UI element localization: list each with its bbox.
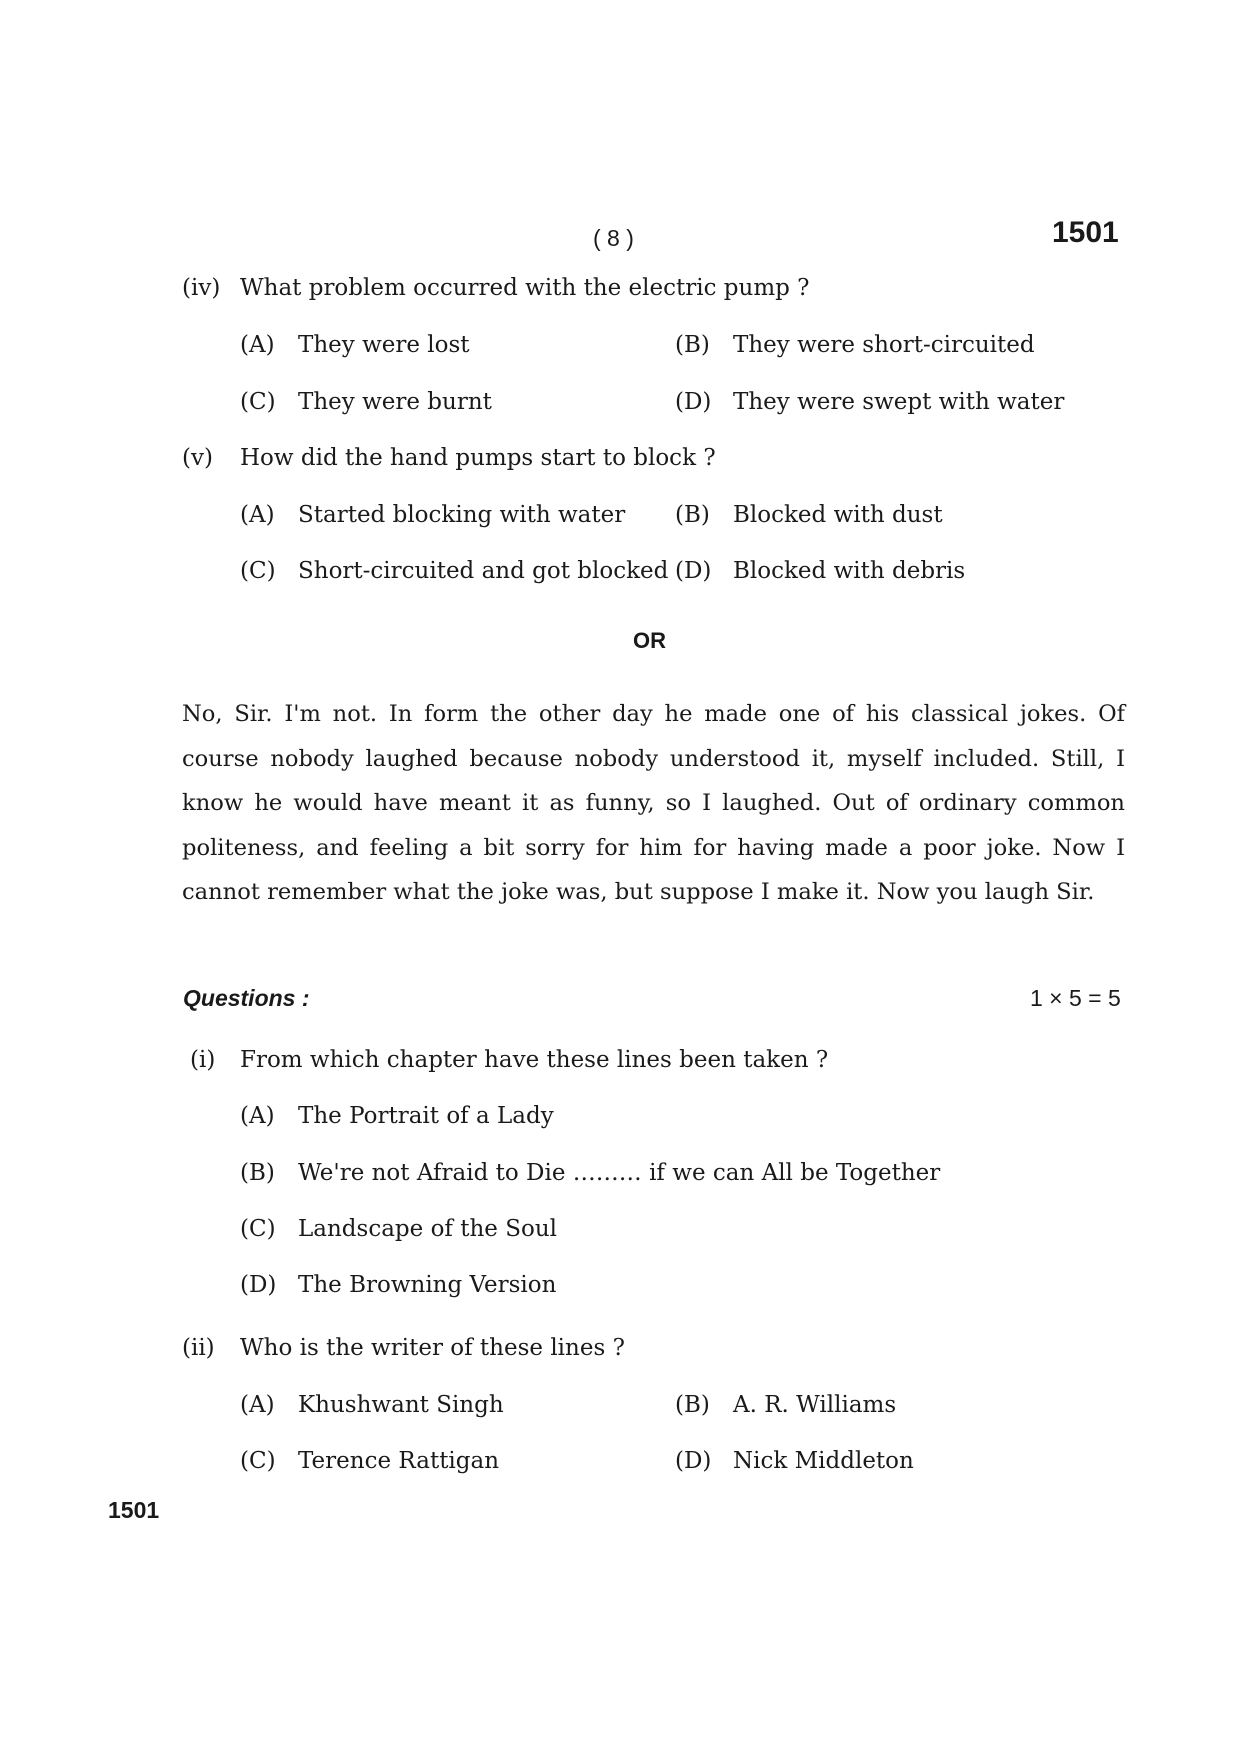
- question-number: (ii): [182, 1335, 215, 1361]
- option-text: The Browning Version: [298, 1272, 557, 1298]
- question-text: Who is the writer of these lines ?: [240, 1335, 625, 1361]
- option-text: The Portrait of a Lady: [298, 1103, 554, 1129]
- option-letter: (B): [675, 502, 710, 528]
- option-text: We're not Afraid to Die ……… if we can All be Together: [298, 1160, 941, 1186]
- or-divider-label: OR: [633, 628, 666, 653]
- option-letter: (C): [240, 1216, 276, 1242]
- option-text: Nick Middleton: [733, 1448, 914, 1474]
- passage-text: No, Sir. I'm not. In form the other day he made one of his classical jokes. Of course nobody laughed because nobody understood it, myself included. Still, I know he would have meant it as funny, so I laughed. Out of ordinary common politeness, and feeling a bit sorry for him for having made a poor joke. Now I cannot remember what the joke was, but suppose I make it. Now you laugh Sir.: [182, 701, 1125, 906]
- option-text: Landscape of the Soul: [298, 1216, 557, 1242]
- option-text: Terence Rattigan: [298, 1448, 500, 1474]
- option-letter: (D): [240, 1272, 277, 1298]
- option-text: Khushwant Singh: [298, 1392, 504, 1418]
- option-letter: (A): [240, 502, 275, 528]
- questions-heading: Questions :: [183, 985, 310, 1011]
- option-text: Blocked with debris: [733, 558, 966, 584]
- page-number: ( 8 ): [593, 225, 634, 251]
- option-letter: (D): [675, 389, 712, 415]
- option-text: They were lost: [298, 332, 470, 358]
- question-text: How did the hand pumps start to block ?: [240, 445, 716, 471]
- paper-code-header: 1501: [1052, 216, 1119, 249]
- question-text: From which chapter have these lines been taken ?: [240, 1047, 829, 1073]
- option-letter: (A): [240, 1103, 275, 1129]
- option-text: Short-circuited and got blocked: [298, 558, 669, 584]
- option-text: They were short-circuited: [733, 332, 1035, 358]
- option-letter: (C): [240, 558, 276, 584]
- option-letter: (C): [240, 1448, 276, 1474]
- option-letter: (A): [240, 1392, 275, 1418]
- option-letter: (B): [675, 332, 710, 358]
- marks-allocation: 1 × 5 = 5: [1030, 985, 1121, 1011]
- option-text: They were swept with water: [733, 389, 1065, 415]
- option-letter: (B): [675, 1392, 710, 1418]
- option-letter: (A): [240, 332, 275, 358]
- paper-code-footer: 1501: [108, 1497, 160, 1523]
- question-number: (i): [190, 1047, 216, 1073]
- option-letter: (B): [240, 1160, 275, 1186]
- option-text: They were burnt: [298, 389, 492, 415]
- option-letter: (D): [675, 558, 712, 584]
- option-letter: (D): [675, 1448, 712, 1474]
- question-number: (v): [182, 445, 213, 471]
- option-text: Started blocking with water: [298, 502, 626, 528]
- question-text: What problem occurred with the electric pump ?: [240, 275, 810, 301]
- option-text: Blocked with dust: [733, 502, 943, 528]
- option-letter: (C): [240, 389, 276, 415]
- question-number: (iv): [182, 275, 221, 301]
- option-text: A. R. Williams: [733, 1392, 897, 1418]
